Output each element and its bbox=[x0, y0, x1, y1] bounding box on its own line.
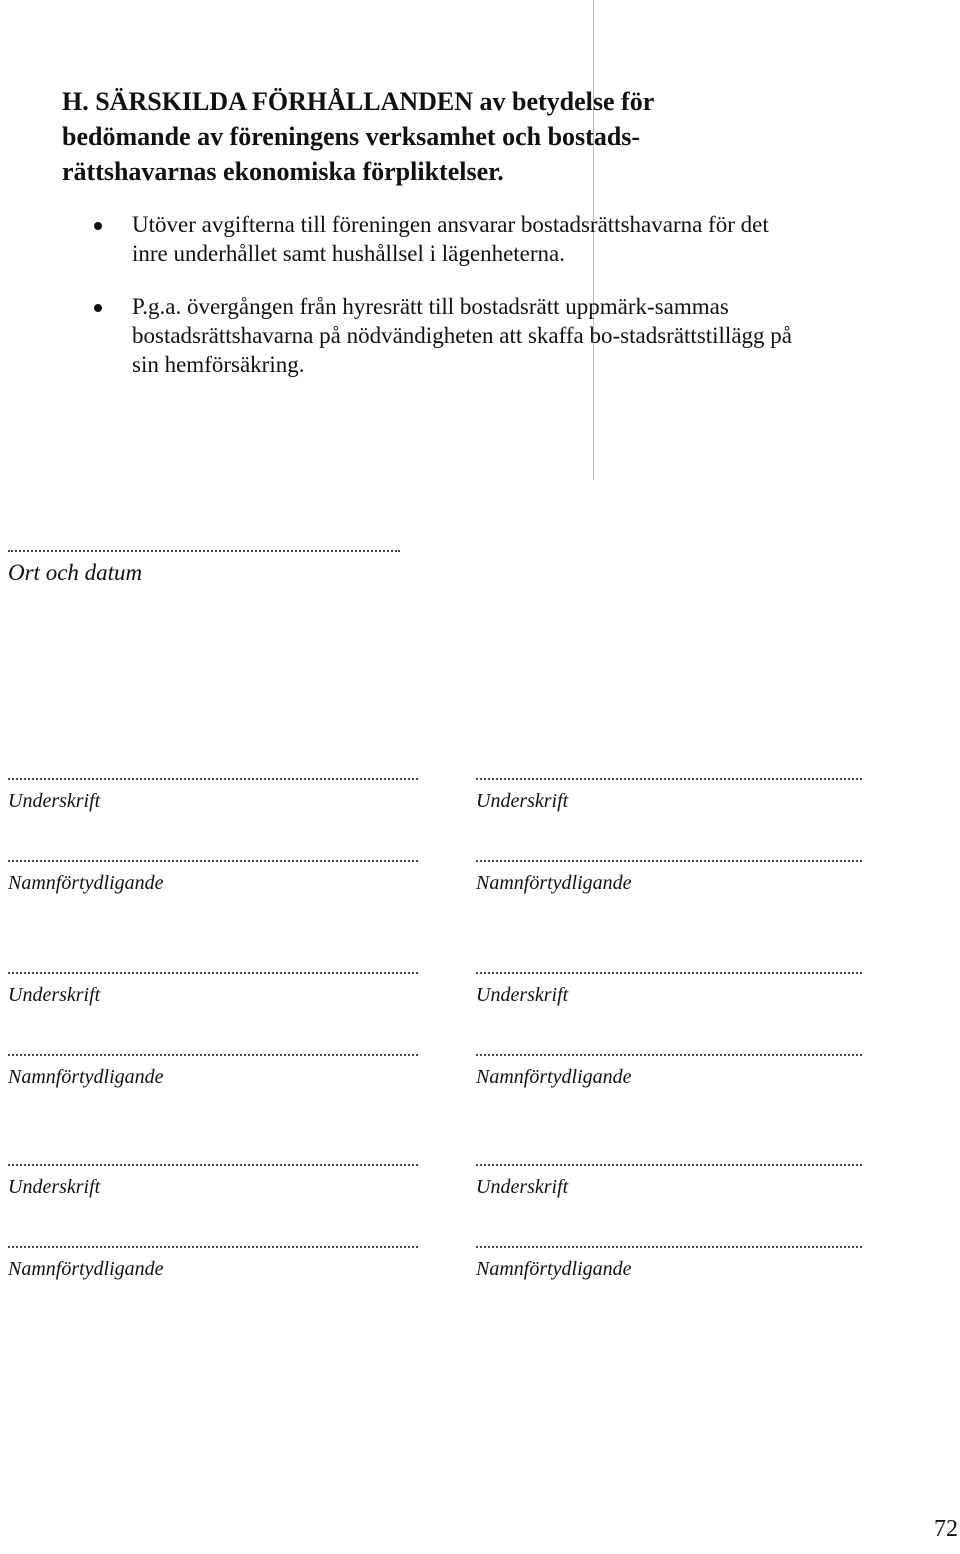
signature-line[interactable] bbox=[476, 972, 862, 974]
name-label: Namnförtydligande bbox=[476, 1258, 632, 1280]
name-label: Namnförtydligande bbox=[476, 872, 632, 894]
name-line[interactable] bbox=[476, 1246, 862, 1248]
name-line[interactable] bbox=[8, 1246, 418, 1248]
name-field-left-2 bbox=[8, 1054, 418, 1090]
name-label: Namnförtydligande bbox=[8, 1258, 164, 1280]
place-date-label: Ort och datum bbox=[8, 560, 143, 585]
signature-label: Underskrift bbox=[8, 790, 101, 812]
bullet-item bbox=[90, 292, 810, 379]
signature-label: Underskrift bbox=[476, 984, 569, 1006]
name-label: Namnförtydligande bbox=[8, 872, 164, 894]
signature-line[interactable] bbox=[8, 778, 418, 780]
bullet-dot-icon bbox=[94, 304, 102, 312]
name-line[interactable] bbox=[8, 860, 418, 862]
place-date-line[interactable] bbox=[8, 550, 400, 552]
name-field-right-3 bbox=[476, 1246, 862, 1282]
name-field-left-3 bbox=[8, 1246, 418, 1282]
signature-line[interactable] bbox=[476, 1164, 862, 1166]
signature-label: Underskrift bbox=[476, 1176, 569, 1198]
page-number: 72 bbox=[934, 1516, 958, 1542]
bullet-dot-icon bbox=[94, 222, 102, 230]
name-field-right-2 bbox=[476, 1054, 862, 1090]
name-field-right-1 bbox=[476, 860, 862, 896]
signature-field-right-3 bbox=[476, 1164, 862, 1200]
name-line[interactable] bbox=[476, 1054, 862, 1056]
signature-label: Underskrift bbox=[8, 984, 101, 1006]
name-line[interactable] bbox=[8, 1054, 418, 1056]
signature-line[interactable] bbox=[8, 1164, 418, 1166]
name-field-left-1 bbox=[8, 860, 418, 896]
signature-label: Underskrift bbox=[476, 790, 569, 812]
signature-label: Underskrift bbox=[8, 1176, 101, 1198]
name-line[interactable] bbox=[476, 860, 862, 862]
signature-field-right-1 bbox=[476, 778, 862, 814]
bullet-text: P.g.a. övergången från hyresrätt till bostadsrätt uppmärk-sammas bostadsrättshavarna på nödvändigheten att skaffa bo-stadsrättstillägg på sin hemförsäkring. bbox=[132, 294, 792, 377]
signature-field-left-1 bbox=[8, 778, 418, 814]
bullet-item bbox=[90, 210, 810, 268]
name-label: Namnförtydligande bbox=[8, 1066, 164, 1088]
place-date-field bbox=[8, 550, 400, 586]
section-heading: H. SÄRSKILDA FÖRHÅLLANDEN av betydelse för bedömande av föreningens verksamhet och bostads-rättshavarnas ekonomiska förpliktelser. bbox=[62, 87, 654, 186]
signature-field-right-2 bbox=[476, 972, 862, 1008]
bullet-list bbox=[90, 210, 810, 403]
signature-field-left-3 bbox=[8, 1164, 418, 1200]
signature-line[interactable] bbox=[8, 972, 418, 974]
signature-field-left-2 bbox=[8, 972, 418, 1008]
name-label: Namnförtydligande bbox=[476, 1066, 632, 1088]
signature-line[interactable] bbox=[476, 778, 862, 780]
bullet-text: Utöver avgifterna till föreningen ansvarar bostadsrättshavarna för det inre underhållet samt hushållsel i lägenheterna. bbox=[132, 212, 769, 266]
